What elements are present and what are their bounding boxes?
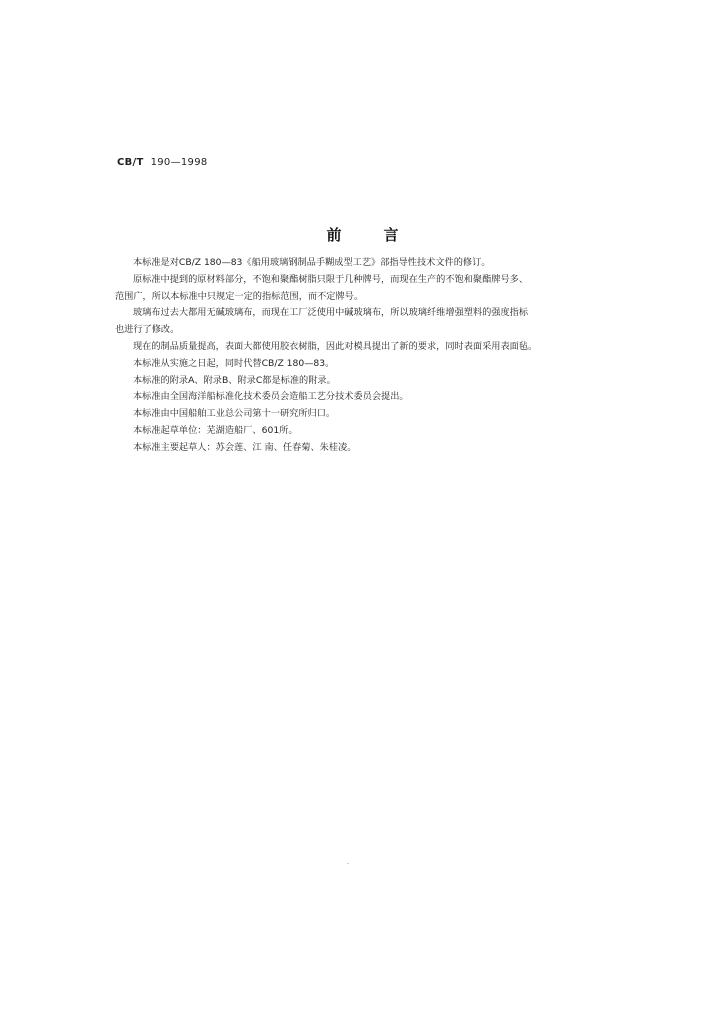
paragraph-glass-cloth: 玻璃布过去大都用无碱玻璃布，而现在工厂泛使用中碱玻璃布，所以玻璃纤维增强塑料的强度指标 (133, 307, 529, 319)
paragraph-materials-cont: 范围广，所以本标准中只规定一定的指标范围，而不定牌号。 (115, 290, 364, 302)
standard-code: CB/T (117, 157, 144, 168)
page-title: 前言 (326, 226, 441, 244)
paragraph-drafters: 本标准主要起草人：苏会莲、江 南、任春菊、朱桂凌。 (133, 441, 357, 453)
paragraph-glass-cloth-cont: 也进行了修改。 (115, 324, 180, 336)
foreword-body (115, 255, 595, 457)
paragraph-managed-by: 本标准由中国船舶工业总公司第十一研究所归口。 (133, 408, 336, 420)
paragraph-proposed-by: 本标准由全国海洋船标准化技术委员会造船工艺分技术委员会提出。 (133, 391, 409, 403)
paragraph-appendices: 本标准的附录A、附录B、附录C都是标准的附录。 (133, 374, 336, 386)
paragraph-quality: 现在的制品质量提高，表面大都使用胶衣树脂，因此对模具提出了新的要求，同时表面采用表面毡。 (133, 340, 538, 352)
paragraph-supersedes: 本标准从实施之日起，同时代替CB/Z 180—83。 (133, 357, 335, 369)
standard-code-header (117, 157, 208, 168)
paragraph-revision: 本标准是对CB/Z 180—83《船用玻璃钢制品手糊成型工艺》部指导性技术文件的修订。 (133, 257, 491, 268)
standard-number: 190—1998 (150, 157, 208, 168)
scan-speck (347, 863, 349, 864)
paragraph-materials: 原标准中提到的原材料部分，不饱和聚酯树脂只限于几种牌号，而现在生产的不饱和聚酯牌号多、 (133, 273, 529, 285)
paragraph-drafting-units: 本标准起草单位：芜湖造船厂、601所。 (133, 424, 298, 436)
